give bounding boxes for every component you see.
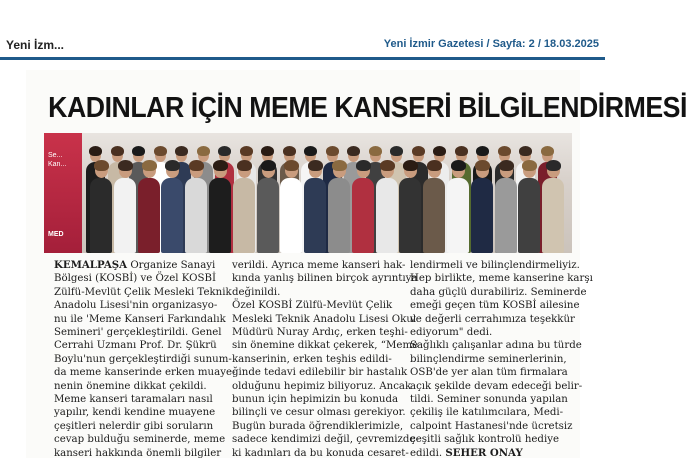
banner-logo: MED bbox=[48, 231, 64, 238]
person-hair bbox=[189, 160, 204, 171]
person-hair bbox=[218, 146, 231, 156]
person-hair bbox=[165, 160, 180, 171]
person-hair bbox=[284, 160, 299, 171]
person-hair bbox=[154, 146, 167, 156]
person-hair bbox=[451, 160, 466, 171]
person-hair bbox=[118, 160, 133, 171]
person-body bbox=[209, 178, 231, 253]
person-hair bbox=[380, 160, 395, 171]
person-hair bbox=[403, 160, 418, 171]
person-hair bbox=[197, 146, 210, 156]
person-hair bbox=[132, 146, 145, 156]
person-hair bbox=[522, 160, 537, 171]
person-hair bbox=[546, 160, 561, 171]
person-hair bbox=[304, 146, 317, 156]
person-hair bbox=[237, 160, 252, 171]
byline: SEHER ONAY bbox=[445, 446, 523, 459]
person-hair bbox=[261, 146, 274, 156]
dateline: KEMALPAŞA bbox=[54, 259, 128, 271]
person-body bbox=[471, 178, 493, 253]
person-hair bbox=[326, 146, 339, 156]
event-banner bbox=[44, 133, 82, 253]
person-body bbox=[328, 178, 350, 253]
person-hair bbox=[455, 146, 468, 156]
person-body bbox=[90, 178, 112, 253]
person-hair bbox=[111, 146, 124, 156]
person-body bbox=[352, 178, 374, 253]
article-photo bbox=[44, 133, 572, 253]
publication-short-title: Yeni İzm... bbox=[6, 38, 65, 52]
person-hair bbox=[240, 146, 253, 156]
person-body bbox=[447, 178, 469, 253]
person-hair bbox=[213, 160, 228, 171]
person-body bbox=[138, 178, 160, 253]
person-hair bbox=[175, 146, 188, 156]
person-body bbox=[257, 178, 279, 253]
person-body bbox=[233, 178, 255, 253]
person-body bbox=[304, 178, 326, 253]
person-hair bbox=[541, 146, 554, 156]
person-hair bbox=[519, 146, 532, 156]
person-hair bbox=[347, 146, 360, 156]
person-hair bbox=[433, 146, 446, 156]
person-hair bbox=[261, 160, 276, 171]
person-hair bbox=[499, 160, 514, 171]
person-hair bbox=[390, 146, 403, 156]
person-body bbox=[423, 178, 445, 253]
person-body bbox=[399, 178, 421, 253]
person-hair bbox=[498, 146, 511, 156]
article-headline: KADINLAR İÇİN MEME KANSERİ BİLGİLENDİRMESİ bbox=[48, 92, 687, 124]
person-hair bbox=[89, 146, 102, 156]
person-hair bbox=[412, 146, 425, 156]
person-hair bbox=[427, 160, 442, 171]
person-hair bbox=[142, 160, 157, 171]
person-hair bbox=[332, 160, 347, 171]
person-hair bbox=[369, 146, 382, 156]
person-body bbox=[280, 178, 302, 253]
banner-text: Se... Kan... bbox=[48, 152, 67, 168]
person-hair bbox=[283, 146, 296, 156]
person-body bbox=[542, 178, 564, 253]
person-body bbox=[185, 178, 207, 253]
person-hair bbox=[475, 160, 490, 171]
person-body bbox=[376, 178, 398, 253]
person-hair bbox=[94, 160, 109, 171]
person-body bbox=[114, 178, 136, 253]
article-column-3: lendirmeli ve bilinçlendirmeliyiz. Hep birlikte, meme kanserine karşı daha güçlü durabiliriz. Seminerde emeği geçen tüm KOSBİ ailesine ve değerli cerrahımıza teşekkür ediyorum" dedi. Sağlıklı çalışanlar adına bu türde bilinçlendirme seminerlerinin, OSB'de yer alan tüm firmalara açık şekilde devam edeceği belir- tildi. Seminer sonunda yapılan çekiliş ile katılımcılara, Medi- calpoint Hastanesi'nde ücretsiz çeşitli sağlık kontrolü hediye edildi. SEHER ONAY bbox=[410, 260, 593, 459]
person-hair bbox=[476, 146, 489, 156]
person-body bbox=[495, 178, 517, 253]
publication-info: Yeni İzmir Gazetesi / Sayfa: 2 / 18.03.2025 bbox=[383, 38, 599, 50]
article-column-1: KEMALPAŞA Organize Sanayi Bölgesi (KOSBİ) ve Özel KOSBİ Zülfü-Mevlüt Çelik Mesleki Teknik Anadolu Lisesi'nin organizasyo- nu ile 'Meme Kanseri Farkındalık Semineri' gerçekleştirildi. Genel Cerrahi Uzmanı Prof. Dr. Şükrü Boylu'nun gerçekleştirdiği sunum- da meme kanserinde erken muaye- nenin önemine dikkat çekildi. Meme kanseri taramaları nasıl yapılır, kendi kendine muayene çeşitleri nelerdir gibi soruların cevap bulduğu seminerde, meme kanseri hakkında önemli bilgiler bbox=[54, 259, 236, 459]
person-body bbox=[518, 178, 540, 253]
header-divider bbox=[0, 57, 605, 60]
article-column-2: verildi. Ayrıca meme kanseri hak- kında yanlış bilinen birçok ayrıntıya değinildi. Özel KOSBİ Zülfü-Mevlüt Çelik Mesleki Teknik Anadolu Lisesi Okul Müdürü Nuray Ardıç, erken teşhi- sin önemine dikkat çekerek, “Meme kanserinin, erken teşhis edildi- ğinde tedavi edilebilir bir hastalık olduğunu hepimiz biliyoruz. Ancak bunun için hepimizin bu konuda bilinçli ve cesur olması gerekiyor. Bugün burada öğrendiklerimizle, sadece kendimizi değil, çevremizde- ki kadınları da bu konuda cesaret- bbox=[232, 260, 419, 459]
person-hair bbox=[356, 160, 371, 171]
person-hair bbox=[308, 160, 323, 171]
person-body bbox=[161, 178, 183, 253]
